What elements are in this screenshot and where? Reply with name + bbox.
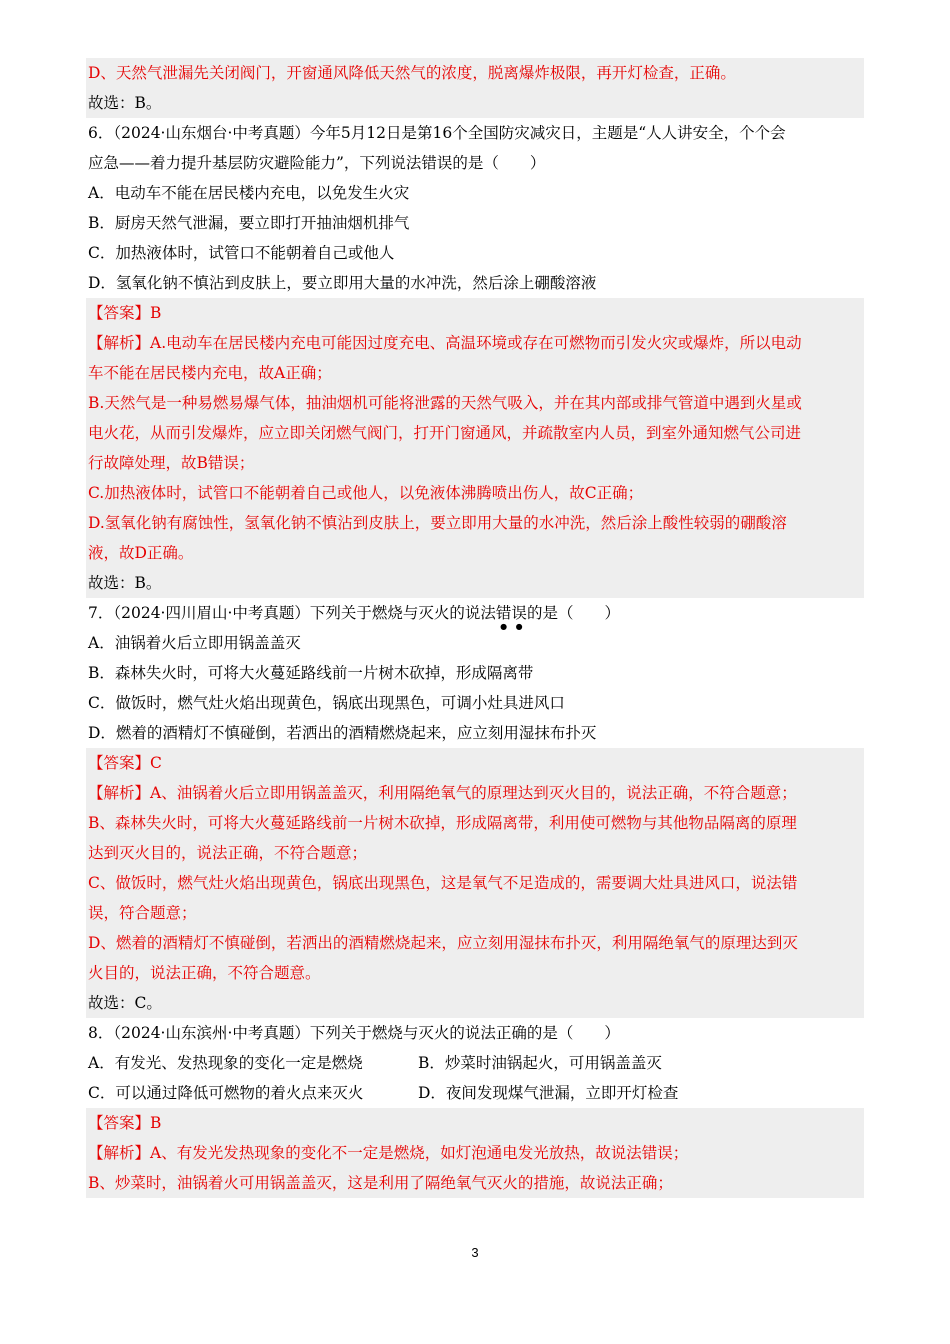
q6-conclusion: 故选：B。 (86, 568, 864, 598)
stem-suffix: 的是（ ） (526, 604, 620, 622)
q7-answer (86, 748, 864, 778)
q7-option-d: D．燃着的酒精灯不慎碰倒，若洒出的酒精燃烧起来，应立刻用湿抹布扑灭 (88, 724, 597, 742)
q7-analysis-line: 火目的，说法正确，不符合题意。 (86, 958, 864, 988)
q6-analysis-line: C.加热液体时，试管口不能朝着自己或他人，以免液体沸腾喷出伤人，故C正确； (86, 478, 864, 508)
q8-options-row2 (86, 1078, 864, 1108)
answer-tag: 【答案】 (88, 304, 151, 322)
q7-option-a: A．油锅着火后立即用锅盖盖灭 (88, 634, 301, 652)
answer-tag: 【答案】 (88, 1114, 151, 1132)
q6-analysis-line: 车不能在居民楼内充电，故A正确； (86, 358, 864, 388)
q7-analysis-line: 误，符合题意； (86, 898, 864, 928)
q7-stem (86, 598, 864, 628)
page-number: 3 (471, 1245, 479, 1260)
q8-option-b: B．炒菜时油锅起火，可用锅盖盖灭 (418, 1054, 662, 1072)
q6-option-d: D．氢氧化钠不慎沾到皮肤上，要立即用大量的水冲洗，然后涂上硼酸溶液 (88, 274, 597, 292)
q8-option-a: A．有发光、发热现象的变化一定是燃烧 (88, 1054, 363, 1072)
q7-analysis-line: D、燃着的酒精灯不慎碰倒，若洒出的酒精燃烧起来，应立刻用湿抹布扑灭，利用隔绝氧气的原理达到灭 (86, 928, 864, 958)
q6-stem-line1: 6．（2024·山东烟台·中考真题）今年5月12日是第16个全国防灾减灾日，主题是“人人讲安全，个个会 (88, 124, 786, 142)
q6-analysis-line: 电火花，从而引发爆炸，应立即关闭燃气阀门，打开门窗通风，并疏散室内人员，到室外通知燃气公司进 (86, 418, 864, 448)
answer-value: C (150, 754, 162, 772)
answer-value: B (150, 1114, 162, 1132)
analysis-text: A.电动车在居民楼内充电可能因过度充电、高温环境或存在可燃物而引发火灾或爆炸，所以电动 (150, 334, 802, 352)
analysis-text: A、有发光发热现象的变化不一定是燃烧，如灯泡通电发光放热，故说法错误； (150, 1144, 689, 1162)
q8-analysis-line (86, 1138, 864, 1168)
q8-answer (86, 1108, 864, 1138)
q6-analysis-line: 液，故D正确。 (86, 538, 864, 568)
answer-value: B (150, 304, 162, 322)
q5-conclusion: 故选：B。 (86, 88, 864, 118)
q8-options-row1 (86, 1048, 864, 1078)
q6-option-c: C．加热液体时，试管口不能朝着自己或他人 (88, 244, 395, 262)
stem-emphasis: 错误 (495, 604, 527, 622)
q8-analysis-line: B、炒菜时，油锅着火可用锅盖盖灭，这是利用了隔绝氧气灭火的措施，故说法正确； (86, 1168, 864, 1198)
q7-analysis-line: 达到灭火目的，说法正确，不符合题意； (86, 838, 864, 868)
q6-analysis-line (86, 328, 864, 358)
analysis-tag: 【解析】 (88, 1144, 151, 1162)
q5-option-d-analysis: D、天然气泄漏先关闭阀门，开窗通风降低天然气的浓度，脱离爆炸极限，再开灯检查，正确。 (86, 58, 864, 88)
stem-prefix: 7．（2024·四川眉山·中考真题）下列关于燃烧与灭火的说法 (88, 604, 496, 622)
q6-stem-line2: 应急——着力提升基层防灾避险能力”，下列说法错误的是（ ） (88, 154, 546, 172)
q7-analysis-line (86, 778, 864, 808)
q6-option-b: B．厨房天然气泄漏，要立即打开抽油烟机排气 (88, 214, 410, 232)
analysis-tag: 【解析】 (88, 334, 151, 352)
q6-answer (86, 298, 864, 328)
q8-stem: 8．（2024·山东滨州·中考真题）下列关于燃烧与灭火的说法正确的是（ ） (88, 1024, 620, 1042)
q6-analysis-line: 行故障处理，故B错误； (86, 448, 864, 478)
q6-option-a: A．电动车不能在居民楼内充电，以免发生火灾 (88, 184, 410, 202)
answer-tag: 【答案】 (88, 754, 151, 772)
analysis-tag: 【解析】 (88, 784, 151, 802)
analysis-text: A、油锅着火后立即用锅盖盖灭，利用隔绝氧气的原理达到灭火目的，说法正确，不符合题意； (150, 784, 797, 802)
q7-analysis-line: C、做饭时，燃气灶火焰出现黄色，锅底出现黑色，这是氧气不足造成的，需要调大灶具进风口，说法错 (86, 868, 864, 898)
q7-analysis-line: B、森林失火时，可将大火蔓延路线前一片树木砍掉，形成隔离带，利用使可燃物与其他物品隔离的原理 (86, 808, 864, 838)
q8-option-d: D．夜间发现煤气泄漏，立即开灯检查 (418, 1084, 679, 1102)
q7-option-b: B．森林失火时，可将大火蔓延路线前一片树木砍掉，形成隔离带 (88, 664, 534, 682)
document-page (86, 58, 864, 1198)
q6-analysis-line: D.氢氧化钠有腐蚀性，氢氧化钠不慎沾到皮肤上，要立即用大量的水冲洗，然后涂上酸性较弱的硼酸溶 (86, 508, 864, 538)
q7-option-c: C．做饭时，燃气灶火焰出现黄色，锅底出现黑色，可调小灶具进风口 (88, 694, 565, 712)
q7-conclusion: 故选：C。 (86, 988, 864, 1018)
q6-analysis-line: B.天然气是一种易燃易爆气体，抽油烟机可能将泄露的天然气吸入，并在其内部或排气管道中遇到火星或 (86, 388, 864, 418)
q8-option-c: C．可以通过降低可燃物的着火点来灭火 (88, 1084, 364, 1102)
